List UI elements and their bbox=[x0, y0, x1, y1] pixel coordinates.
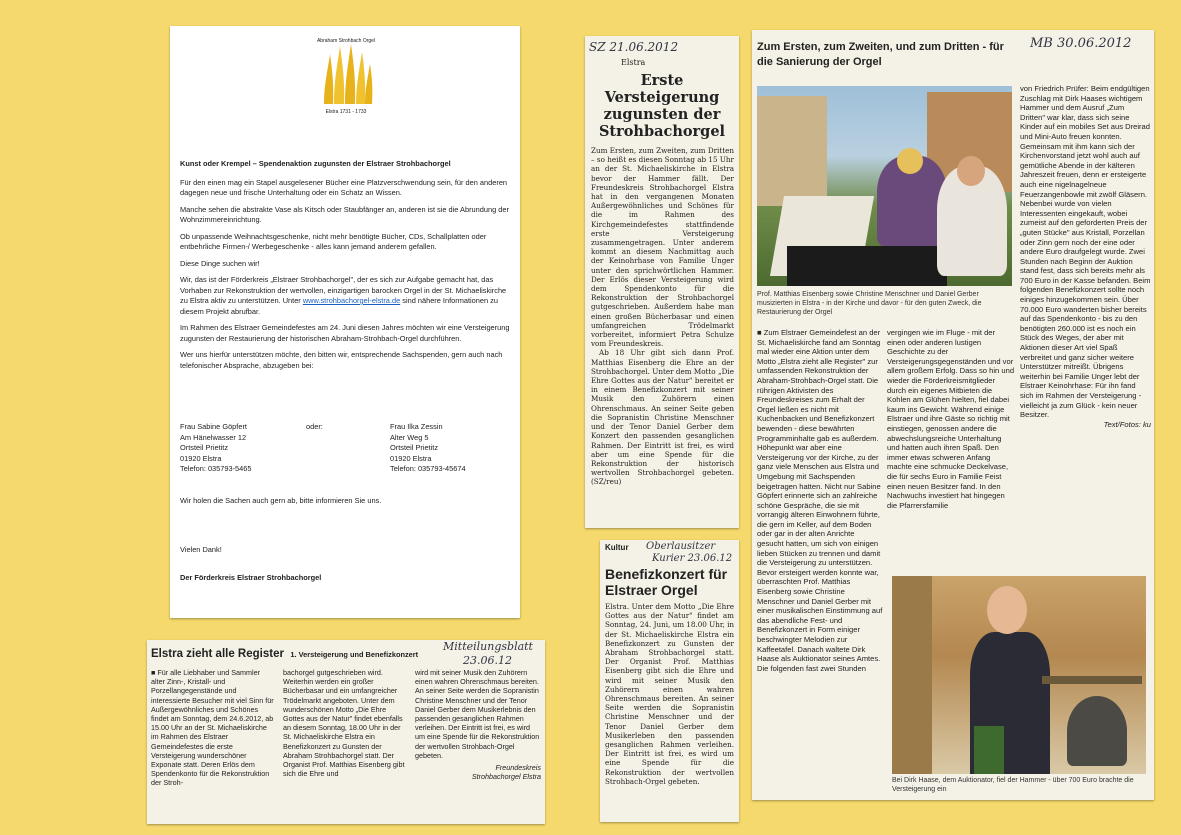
handwritten-date: SZ 21.06.2012 bbox=[589, 40, 679, 54]
clipping-mitteilungsblatt bbox=[147, 640, 545, 824]
headline: Benefizkonzert für Elstraer Orgel bbox=[605, 566, 728, 598]
flyer-paragraph: Manche sehen die abstrakte Vase als Kitsch oder Staubfänger an, anderen ist sie die Abrundung der Wohnzimmereinrichtung. bbox=[180, 204, 509, 224]
flyer-paragraph: Wer uns hierfür unterstützen möchte, den bitten wir, entsprechende Sachspenden, gern auch nach telefonischer Absprache, abzugeben bei: bbox=[180, 350, 503, 370]
logo-caption-bottom: Elstra 1731 - 1733 bbox=[325, 109, 367, 115]
photo-caption: Prof. Matthias Eisenberg sowie Christine Menschner und Daniel Gerber musizierten in Elstra - in der Kirche und davor - für den guten Zweck, die Restaurierung der Orgel bbox=[757, 291, 982, 316]
photo-credit: Text/Fotos: ku bbox=[1103, 419, 1151, 429]
organ-logo bbox=[318, 38, 374, 128]
clipping-mb bbox=[752, 30, 1154, 800]
article-column-2: vergingen wie im Fluge - mit der einen oder anderen lustigen Geschichte zu der Versteigerungsgegenständen und vor allem großem Erfolg. Dass so hin und wieder die Förderkreismitglieder durch ein eigenes Mitbieten die Kohlen am Glühen hielten, fiel dabei kaum ins Gewicht. Während einige Elstraer und ihre Gäste so richtig mit einstiegen, genossen andere die abwechslungsreiche Unterhaltung und hatten auch ihren Spaß. Den immer etwas schweren Anfang machte eine schmucke Deckelvase, die für sechs Euro in Familie Feist einen neuen Besitzer fand. In den Nachwuchs investiert hat hingegen die Pfarrersfamilie bbox=[887, 328, 1015, 510]
handwritten-date: Kurier 23.06.12 bbox=[652, 553, 733, 564]
flyer-paragraph: Diese Dinge suchen wir! bbox=[180, 258, 260, 268]
contact-separator: oder: bbox=[306, 422, 323, 431]
flyer-signature: Der Förderkreis Elstraer Strohbachorgel bbox=[180, 573, 322, 582]
clipping-sz bbox=[585, 36, 739, 528]
article-body: Zum Ersten, zum Zweiten, zum Dritten – so heißt es diesen Sonntag ab 15 Uhr an der St. Michaeliskirche in Elstra bevor der Hammer fällt. Der Freundeskreis Strohbachorgel Elstra hat in den vergangenen Monaten Außergewöhnliches und Schönes für die im Rahmen des Kirchgemeindefestes stattfindende erste Versteigerung zusammengetragen. Unter anderem kommt an diesem Nachmittag auch der Keinohrhase von Familie Unger unter den sprichwörtlichen Hammer. Der Erlös dieser Versteigerung wird dem Spendenkonto für die Rekonstruktion der Strohbachorgel gutgeschrieben. Außerdem habe man einen großen Bücherbasar und einen umfangreichen Trödelmarkt vorbereitet, informiert Petra Schulze vom Freundeskreis. Ab 18 Uhr gibt sich dann Prof. Matthias Eisenberg die Ehre an der Strohbachorgel. Unter dem Motto „Die Ehre Gottes aus der Natur" bereitet er in einem Benefizkonzert mit seiner Musik den Zuhörern einen Ohrenschmaus. An seiner Seite geben die Sopranistin Christine Menschner und der Tenor Daniel Gerber dem Konzert den passenden gesanglichen Rahmen. Der Eintritt ist frei, es wird aber um eine Spende für die Rekonstruktion der historisch wertvollen Strohbachorgel gebeten. (SZ/reu) bbox=[591, 146, 734, 487]
flyer-heading: Kunst oder Krempel – Spendenaktion zugunsten der Elstraer Strohbachorgel bbox=[180, 159, 451, 168]
website-link[interactable]: www.strohbachorgel-elstra.de bbox=[302, 296, 401, 305]
flyer-sheet bbox=[170, 26, 520, 618]
flyer-paragraph: Wir, das ist der Förderkreis „Elstraer Strohbachorgel", der es sich zur Aufgabe gemacht hat, das Vorhaben zur Rekonstruktion der wertvollen, einzigartigen barocken Orgel in der St. Michaeliskirche zu Elstra aktiv zu unterstützen. Unter www.strohbachorgel-elstra.de sind nähere Informationen zu diesem Projekt abrufbar. bbox=[180, 275, 507, 316]
article-right-column: von Friedrich Prüfer: Beim endgültigen Zuschlag mit Dirk Haases wichtigem Hammer und dem Ausruf „Zum Dritten" war klar, dass sich seine Kinder auf ein mobiles Set aus Dreirad und Mini-Auto freuen konnten. Gemeinsam mit ihm kann sich der Kirchenvorstand jetzt wohl auch auf gemütliche Abende in der kälteren Jahreszeit freuen, denn er ersteigerte auch eine nigelnagelneue Feuerzangenbowle mit zwölf Gläsern. Nebenbei wurde von vielen Interessenten eingekauft, wobei zumeist auf den geforderten Preis der „guten Stücke" aus Kristall, Porzellan oder Zinn gern noch der eine oder andere Euro draufgelegt wurde. Zwei Stunden nach Beginn der Auktion stand fest, dass sich bereits mehr als 700 Euro in der Kasse befanden. Beim folgenden Benefizkonzert sollte noch einiges hinzugekommen sein. Über 70.000 Euro wanderten bisher bereits auf das Spendenkonto - bis zu den benötigten 260.000 ist es noch ein Stück des Weges, der aber mit Aktionen dieser Art viel Spaß verbreitet und ganz sicher weitere Unterstützer mitreißt. Übrigens weiterhin bei Familie Unger lebt der Elstraer Keinohrhase: Für ihn fand sich im Rahmen der Versteigerung - vielleicht ja zum Glück - kein neuer Besitzer. Text/Fotos: ku bbox=[1020, 84, 1151, 429]
headline: Elstra zieht alle Register 1. Versteigerung und Benefizkonzert bbox=[151, 648, 419, 660]
flyer-paragraph: Im Rahmen des Elstraer Gemeindefestes am 24. Juni diesen Jahres möchten wir eine Versteigerung zugunsten der Restaurierung der historischen Abraham-Strohbach-Orgel durchführen. bbox=[180, 323, 510, 343]
contact-1: Frau Sabine Göpfert Am Hänelwasser 12 Ortsteil Prietitz 01920 Elstra Telefon: 035793-5465 bbox=[180, 422, 252, 473]
article-column-2: bachorgel gutgeschrieben wird. Weiterhin werden ein großer Bücherbasar und ein umfangreicher Trödelmarkt angeboten. Unter dem wunderschönen Motto „Die Ehre Gottes aus der Natur" findet ebenfalls an diesem Sonntag, 18.00 Uhr in der St. Michaeliskirche Elstra ein Benefizkonzert zu Gunsten der Abraham Strohbachorgel statt. Der Organist Prof. Matthias Eisenberg gibt sich die Ehre und bbox=[283, 668, 405, 779]
flyer-paragraph: Ob unpassende Weihnachtsgeschenke, nicht mehr benötigte Bücher, CDs, Schallplatten oder entbehrliche Firmen-/ Werbegeschenke - alles kann jemand anderem gefallen. bbox=[180, 231, 487, 251]
photo-auctioneer bbox=[892, 576, 1146, 774]
photo-concert bbox=[757, 86, 1012, 286]
signature: Freundeskreis Strohbachorgel Elstra bbox=[471, 763, 541, 782]
handwritten-date: 23.06.12 bbox=[463, 654, 512, 667]
place-label: Elstra bbox=[621, 58, 646, 67]
clipping-ob bbox=[600, 540, 739, 822]
headline: Erste Versteigerung zugunsten der Strohbachorgel bbox=[598, 72, 726, 140]
article-column-1: ■ Für alle Liebhaber und Sammler alter Zinn-, Kristall- und Porzellangegenstände und interessierte Besucher mit viel Sinn für Außergewöhnliches und Schönes findet am Sonntag, dem 24.6.2012, ab 15.00 Uhr an der St. Michaeliskirche im Rahmen des Elstraer Gemeindefestes die erste Versteigerung wunderschöner Exponate statt. Deren Erlös dem Spendenkonto für die Rekonstruktion der Stroh- bbox=[151, 668, 274, 788]
handwritten-date: MB 30.06.2012 bbox=[1030, 36, 1132, 51]
organ-pipes-icon bbox=[318, 44, 374, 104]
article-column-1: ■ Zum Elstraer Gemeindefest an der St. Michaeliskirche fand am Sonntag mal wieder eine Aktion unter dem Motto „Elstra zieht alle Register" zur umfassenden Rekonstruktion der Abraham-Strohbach-Orgel statt. Die rührigen Aktivisten des Freundeskreises zum Erhalt der Orgel ließen es nicht mit Kuchenbacken und Benefizkonzert bewenden - diese bewährten Programminhalte gab es außerdem. Höhepunkt war aber eine Versteigerung vor der Kirche, zu der ganz viele Menschen aus Elstra und Umgebung mit Sachspenden beigetragen hatten. Nicht nur Sabine Göpfert erinnerte sich an zahlreiche schöne Gespräche, die sie mit vorrangig älteren Einwohnern führte, die gern im Keller, auf dem Boden oder gar in der alten Anrichte gesucht hatten, um sich von einigen lieben Stücken zu trennen und damit die Versteigerung zu unterstützen. Bevor ersteigert werden konnte war, überraschten Prof. Matthias Eisenberg sowie Christine Menschner und Daniel Gerber mit einer musikalischen Einstimmung auf das abendliche Fest- und Benefizkonzert in Form einiger beschwingter Melodien zur Kaffeetafel. Danach waltete Dirk Haase als Auktionator seines Amtes. Die folgenden fast zwei Stunden bbox=[757, 328, 883, 673]
photo-caption: Bei Dirk Haase, dem Auktionator, fiel der Hammer - über 700 Euro brachte die Versteigerung ein bbox=[892, 777, 1134, 793]
flyer-paragraph: Für den einen mag ein Stapel ausgelesener Bücher eine Platzverschwendung sein, für den anderen dagegen neue und frische Unterhaltung oder ein Schatz an Wissen. bbox=[180, 177, 508, 197]
flyer-paragraph: Vielen Dank! bbox=[180, 544, 222, 554]
article-body: Elstra. Unter dem Motto „Die Ehre Gottes aus der Natur" findet am Sonntag, 24. Juni, um 18.00 Uhr, in der St. Michaeliskirche Elstra ein Benefizkonzert zu Gunsten der Abraham Strohbachorgel statt. Der Organist Prof. Matthias Eisenberg gibt sich die Ehre und wird mit seiner Musik den Zuhörern einen wahren Ohrenschmaus bereiten. An seiner Seite werden die Sopranistin Christine Menschner und der Tenor Daniel Gerber dem Musikerleben den passenden gesanglichen Rahmen verleihen. Der Eintritt ist frei, es wird um eine Spende für die Rekonstruktion der wertvollen Strohbach-Orgel gebeten. bbox=[605, 602, 734, 786]
handwritten-source: Mitteilungsblatt bbox=[443, 640, 533, 653]
flyer-paragraph: Wir holen die Sachen auch gern ab, bitte informieren Sie uns. bbox=[180, 496, 382, 505]
section-kicker: Kultur bbox=[605, 543, 629, 552]
contact-2: Frau Ilka Zessin Alter Weg 5 Ortsteil Prietitz 01920 Elstra Telefon: 035793-45674 bbox=[390, 422, 466, 473]
headline: Zum Ersten, zum Zweiten, und zum Dritten - für die Sanierung der Orgel bbox=[757, 41, 1004, 68]
article-column-3: wird mit seiner Musik den Zuhörern einen wahren Ohrenschmaus bereiten. An seiner Seite werden die Sopranistin Christine Menschner und der Tenor Daniel Gerber dem Musikerlebnis den passenden gesanglichen Rahmen verleihen. Der Eintritt ist frei, es wird um eine Spende für die Rekonstruktion der wertvollen Strohbach-Orgel gebeten. Freundeskreis Strohbachorgel Elstra bbox=[415, 668, 541, 782]
handwritten-source: Oberlausitzer bbox=[646, 541, 716, 552]
logo-caption-top: Abraham Strohbach Orgel bbox=[316, 38, 376, 44]
